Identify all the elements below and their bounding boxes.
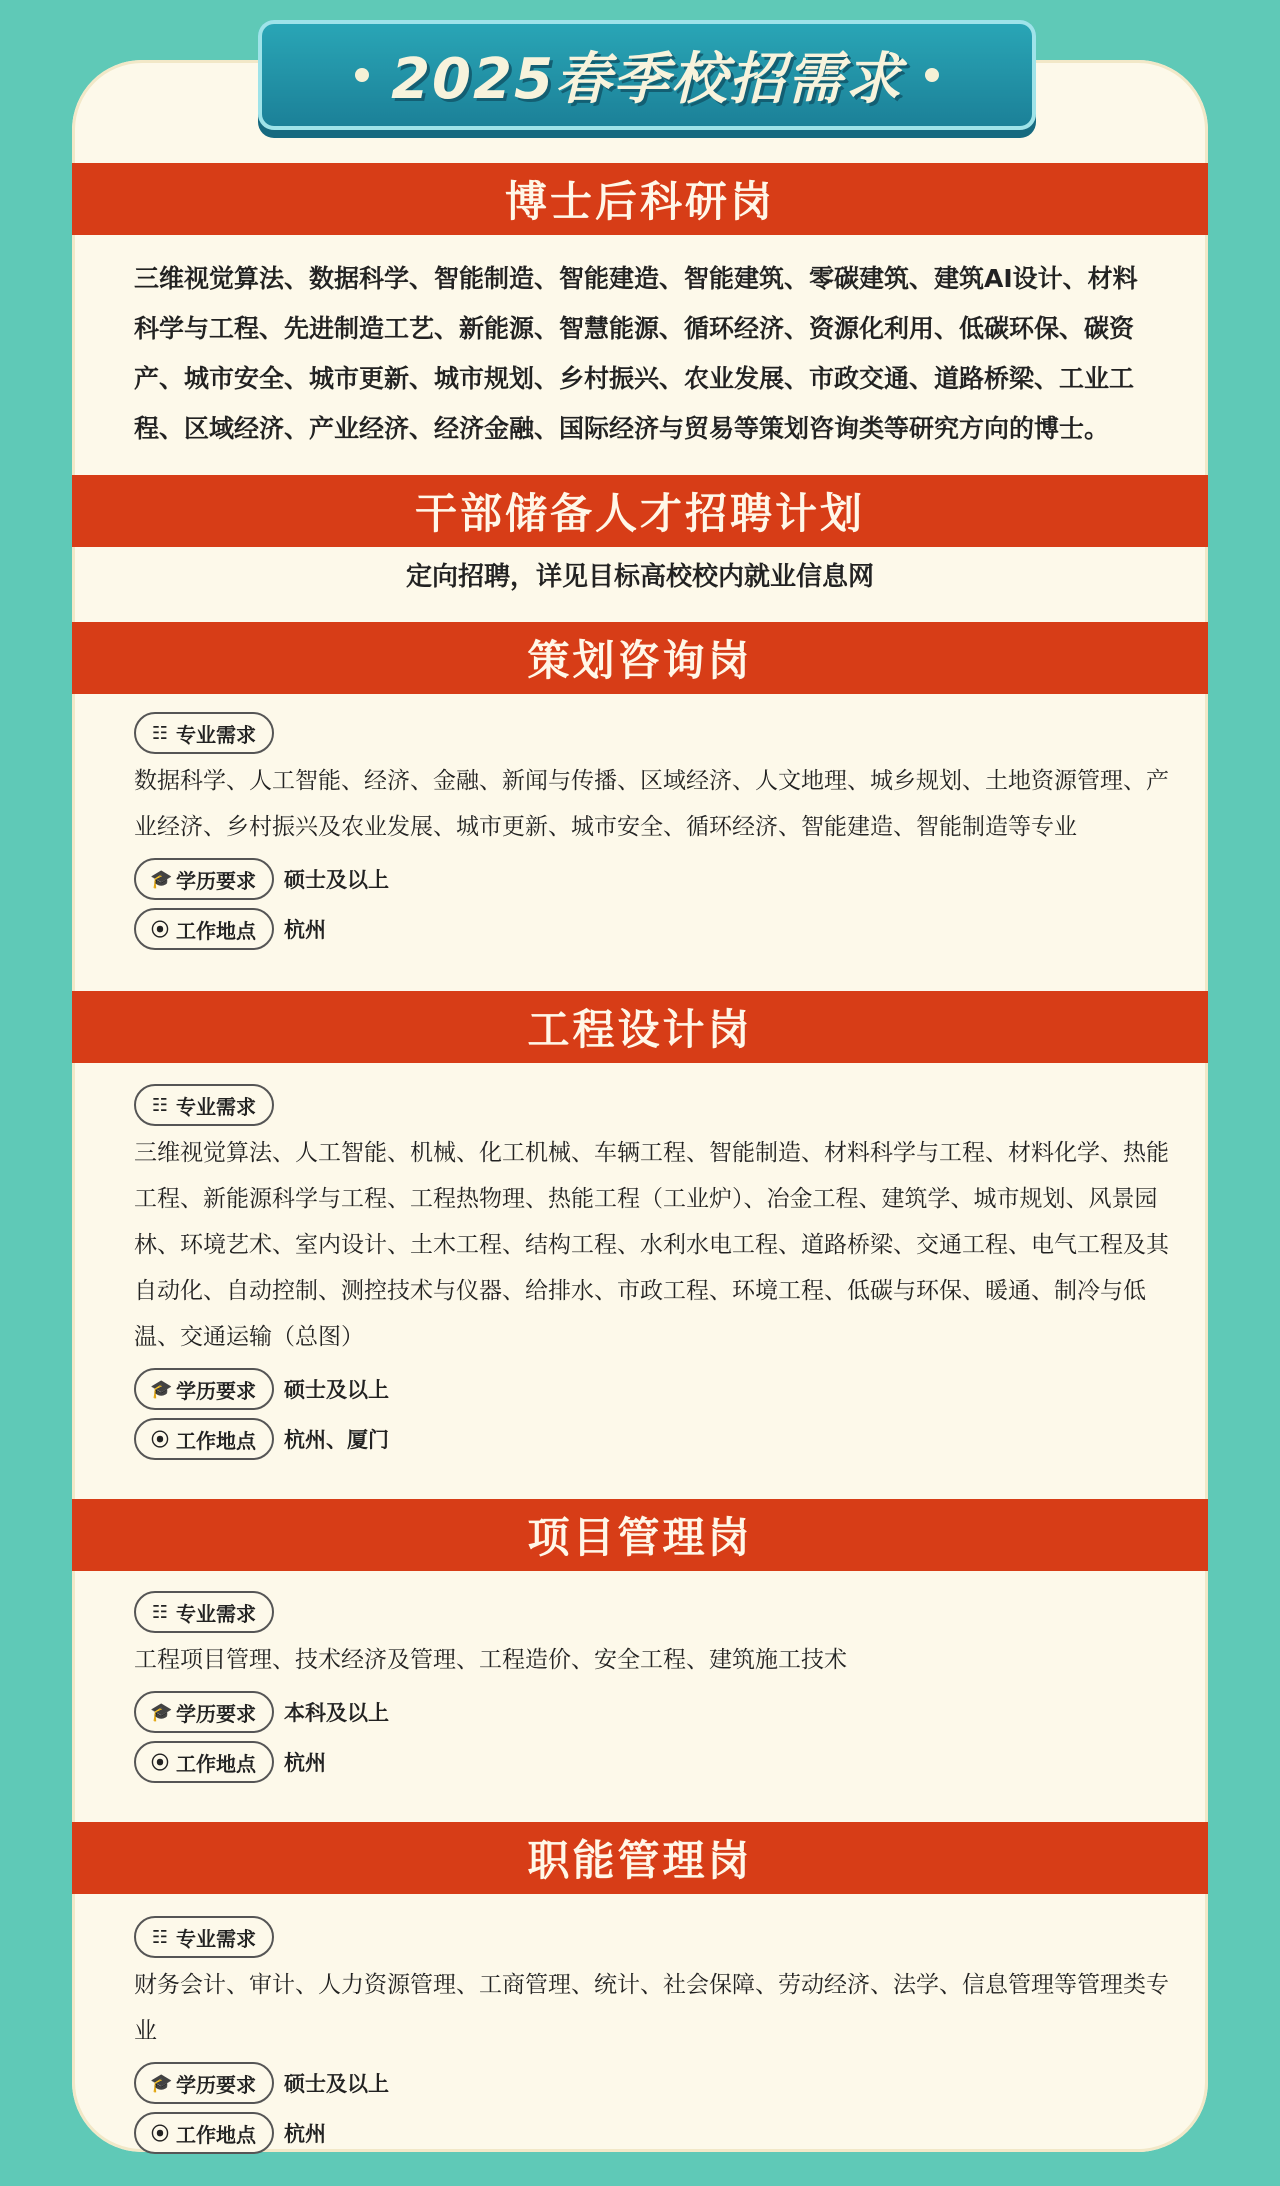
list-icon: ☷	[151, 1094, 169, 1116]
pill-label: 工作地点	[176, 2122, 256, 2147]
major-requirement-label	[134, 712, 274, 754]
postdoc-description: 三维视觉算法、数据科学、智能制造、智能建造、智能建筑、零碳建筑、建筑AI设计、材料科学与工程、先进制造工艺、新能源、智慧能源、循环经济、资源化利用、低碳环保、碳资产、城市安全、城市更新、城市规划、乡村振兴、农业发展、市政交通、道路桥梁、工业工程、区域经济、产业经济、经济金融、国际经济与贸易等策划咨询类等研究方向的博士。	[134, 264, 1138, 443]
major-requirement-text: 工程项目管理、技术经济及管理、工程造价、安全工程、建筑施工技术	[134, 1647, 847, 1673]
design-details	[134, 1084, 1174, 1464]
work-location-value: 杭州、厦门	[284, 1428, 389, 1452]
work-location-label	[134, 2112, 274, 2154]
education-requirement-label	[134, 1368, 274, 1410]
work-location-value: 杭州	[284, 1751, 326, 1775]
major-requirement-label	[134, 1916, 274, 1958]
pill-label: 专业需求	[176, 722, 256, 747]
section-title: 项目管理岗	[527, 1513, 753, 1562]
list-icon: ☷	[151, 1926, 169, 1948]
section-title: 策划咨询岗	[527, 636, 753, 685]
education-requirement-label	[134, 1691, 274, 1733]
work-location-value: 杭州	[284, 2122, 326, 2146]
location-pin-icon: ⦿	[151, 1430, 169, 1451]
page-title: 2025春季校招需求	[391, 47, 903, 112]
pill-label: 学历要求	[176, 1378, 256, 1403]
pill-label: 专业需求	[176, 1094, 256, 1119]
graduation-cap-icon: 🎓	[150, 868, 173, 890]
location-pin-icon: ⦿	[151, 920, 169, 941]
pill-label: 学历要求	[176, 2072, 256, 2097]
dot-icon	[355, 68, 369, 82]
education-requirement-value: 硕士及以上	[284, 868, 389, 892]
list-icon: ☷	[151, 722, 169, 744]
education-requirement-value: 本科及以上	[284, 1701, 389, 1725]
section-header-func	[72, 1822, 1208, 1894]
section-title: 职能管理岗	[527, 1836, 753, 1885]
pill-label: 专业需求	[176, 1601, 256, 1626]
func-details	[134, 1916, 1174, 2158]
pill-label: 工作地点	[176, 918, 256, 943]
education-requirement-label	[134, 858, 274, 900]
title-banner	[258, 20, 1036, 130]
graduation-cap-icon: 🎓	[150, 1378, 173, 1400]
consult-details	[134, 712, 1174, 954]
section-header-design	[72, 991, 1208, 1063]
graduation-cap-icon: 🎓	[150, 2072, 173, 2094]
education-requirement-label	[134, 2062, 274, 2104]
location-pin-icon: ⦿	[151, 1753, 169, 1774]
education-requirement-value: 硕士及以上	[284, 1378, 389, 1402]
pill-label: 工作地点	[176, 1751, 256, 1776]
major-requirement-text: 三维视觉算法、人工智能、机械、化工机械、车辆工程、智能制造、材料科学与工程、材料化学、热能工程、新能源科学与工程、工程热物理、热能工程（工业炉）、冶金工程、建筑学、城市规划、风景园林、环境艺术、室内设计、土木工程、结构工程、水利水电工程、道路桥梁、交通工程、电气工程及其自动化、自动控制、测控技术与仪器、给排水、市政工程、环境工程、低碳与环保、暖通、制冷与低温、交通运输（总图）	[134, 1140, 1169, 1350]
section-title: 博士后科研岗	[504, 177, 775, 226]
pill-label: 专业需求	[176, 1926, 256, 1951]
education-requirement-value: 硕士及以上	[284, 2072, 389, 2096]
pm-details	[134, 1591, 1174, 1787]
section-title: 干部储备人才招聘计划	[414, 489, 865, 538]
dot-icon	[925, 68, 939, 82]
pill-label: 学历要求	[176, 868, 256, 893]
work-location-label	[134, 1418, 274, 1460]
major-requirement-label	[134, 1591, 274, 1633]
major-requirement-text: 财务会计、审计、人力资源管理、工商管理、统计、社会保障、劳动经济、法学、信息管理等管理类专业	[134, 1972, 1169, 2044]
location-pin-icon: ⦿	[151, 2124, 169, 2145]
section-title: 工程设计岗	[527, 1005, 753, 1054]
pill-label: 工作地点	[176, 1428, 256, 1453]
work-location-value: 杭州	[284, 918, 326, 942]
section-header-postdoc	[72, 163, 1208, 235]
work-location-label	[134, 908, 274, 950]
list-icon: ☷	[151, 1601, 169, 1623]
major-requirement-text: 数据科学、人工智能、经济、金融、新闻与传播、区域经济、人文地理、城乡规划、土地资源管理、产业经济、乡村振兴及农业发展、城市更新、城市安全、循环经济、智能建造、智能制造等专业	[134, 768, 1169, 840]
section-header-pm	[72, 1499, 1208, 1571]
cadre-description: 定向招聘，详见目标高校校内就业信息网	[405, 562, 874, 592]
major-requirement-label	[134, 1084, 274, 1126]
pill-label: 学历要求	[176, 1701, 256, 1726]
section-header-cadre	[72, 475, 1208, 547]
section-header-consult	[72, 622, 1208, 694]
graduation-cap-icon: 🎓	[150, 1701, 173, 1723]
work-location-label	[134, 1741, 274, 1783]
